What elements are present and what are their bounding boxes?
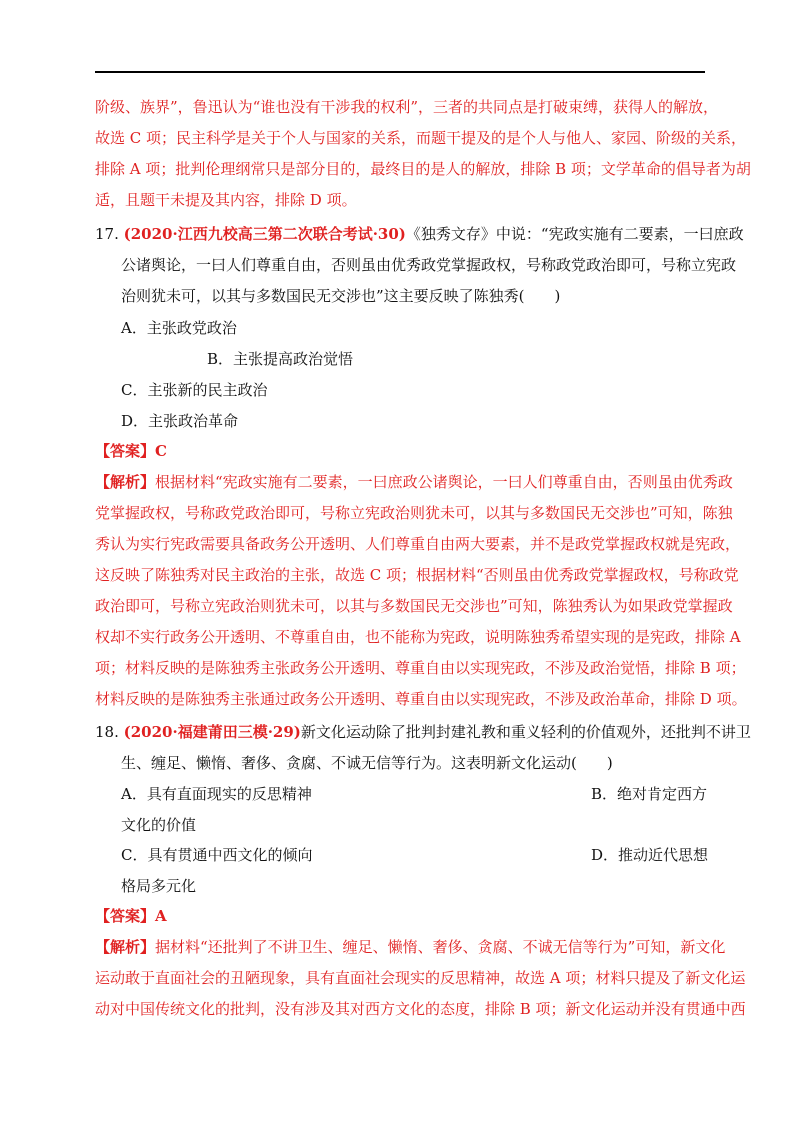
analysis-line: 材料反映的是陈独秀主张通过政务公开透明、尊重自由以实现宪政，不涉及政治革命，排除 D 项。 (95, 690, 747, 708)
answer-line (95, 441, 167, 461)
question-stem: 新文化运动除了批判封建礼教和重义轻利的价值观外，还批判不讲卫 (300, 723, 751, 741)
header-rule (95, 71, 705, 73)
option-b: B．绝对肯定西方 (591, 785, 708, 803)
analysis-line: 权却不实行政务公开透明、不尊重自由，也不能称为宪政，说明陈独秀希望实现的是宪政，排除 A (95, 628, 741, 646)
question-stem: 治则犹未可，以其与多数国民无交涉也”这主要反映了陈独秀( ) (121, 287, 561, 305)
answer-value: A (155, 907, 167, 925)
carry-line: 适，且题干未提及其内容，排除 D 项。 (95, 191, 357, 209)
analysis-line: 运动敢于直面社会的丑陋现象，具有直面社会现实的反思精神，故选 A 项；材料只提及了新文化运 (95, 969, 746, 987)
analysis-line: 【解析】据材料“还批判了不讲卫生、缠足、懒惰、奢侈、贪腐、不诚无信等行为”可知，新文化 (95, 938, 726, 956)
question-stem: 公诸舆论，一曰人们尊重自由，否则虽由优秀政党掌握政权，号称政党政治即可，号称立宪政 (121, 256, 737, 274)
question-17 (95, 224, 744, 244)
option-b-continued: 文化的价值 (121, 816, 197, 834)
option-d: D．主张政治革命 (121, 412, 239, 430)
carry-line: 故选 C 项；民主科学是关于个人与国家的关系，而题干提及的是个人与他人、家园、阶级的关系， (95, 129, 747, 147)
answer-value: C (155, 442, 167, 460)
option-c: C．具有贯通中西文化的倾向 (121, 846, 313, 864)
analysis-line: 动对中国传统文化的批判，没有涉及其对西方文化的态度，排除 B 项；新文化运动并没有贯通中西 (95, 1000, 746, 1018)
answer-label: 【答案】 (95, 442, 156, 460)
analysis-line: 党掌握政权，号称政党政治即可，号称立宪政治则犹未可，以其与多数国民无交涉也”可知，陈独 (95, 504, 733, 522)
question-number: 18. (95, 723, 119, 741)
option-d-continued: 格局多元化 (121, 877, 197, 895)
option-c: C．主张新的民主政治 (121, 381, 268, 399)
analysis-label: 【解析】 (95, 938, 156, 956)
analysis-label: 【解析】 (95, 473, 156, 491)
carry-line: 阶级、族界”，鲁迅认为“谁也没有干涉我的权利”，三者的共同点是打破束缚，获得人的解放， (95, 98, 719, 116)
carry-line: 排除 A 项；批判伦理纲常只是部分目的，最终目的是人的解放，排除 B 项；文学革命的倡导者为胡 (95, 160, 751, 178)
answer-label: 【答案】 (95, 907, 156, 925)
question-source: (2020·江西九校高三第二次联合考试·30) (123, 225, 406, 243)
option-d: D．推动近代思想 (591, 846, 709, 864)
question-source: (2020·福建莆田三模·29) (123, 723, 301, 741)
analysis-line: 【解析】根据材料“宪政实施有二要素，一曰庶政公诸舆论，一曰人们尊重自由，否则虽由优秀政 (95, 473, 733, 491)
analysis-line: 这反映了陈独秀对民主政治的主张，故选 C 项；根据材料“否则虽由优秀政党掌握政权，号称政党 (95, 566, 739, 584)
analysis-line: 秀认为实行宪政需要具备政务公开透明、人们尊重自由两大要素，并不是政党掌握政权就是宪政， (95, 535, 741, 553)
option-a: A．主张政党政治 (121, 319, 237, 337)
answer-line (95, 906, 167, 926)
question-number: 17. (95, 225, 119, 243)
analysis-line: 政治即可，号称立宪政治则犹未可，以其与多数国民无交涉也”可知，陈独秀认为如果政党掌握政 (95, 597, 733, 615)
question-18 (95, 722, 751, 742)
question-stem: 生、缠足、懒惰、奢侈、贪腐、不诚无信等行为。这表明新文化运动( ) (121, 754, 613, 772)
question-stem: 《独秀文存》中说：“宪政实施有二要素，一曰庶政 (405, 225, 744, 243)
option-a: A．具有直面现实的反思精神 (121, 785, 312, 803)
option-b: B．主张提高政治觉悟 (207, 350, 354, 368)
analysis-line: 项；材料反映的是陈独秀主张政务公开透明、尊重自由以实现宪政，不涉及政治觉悟，排除 B 项； (95, 659, 746, 677)
